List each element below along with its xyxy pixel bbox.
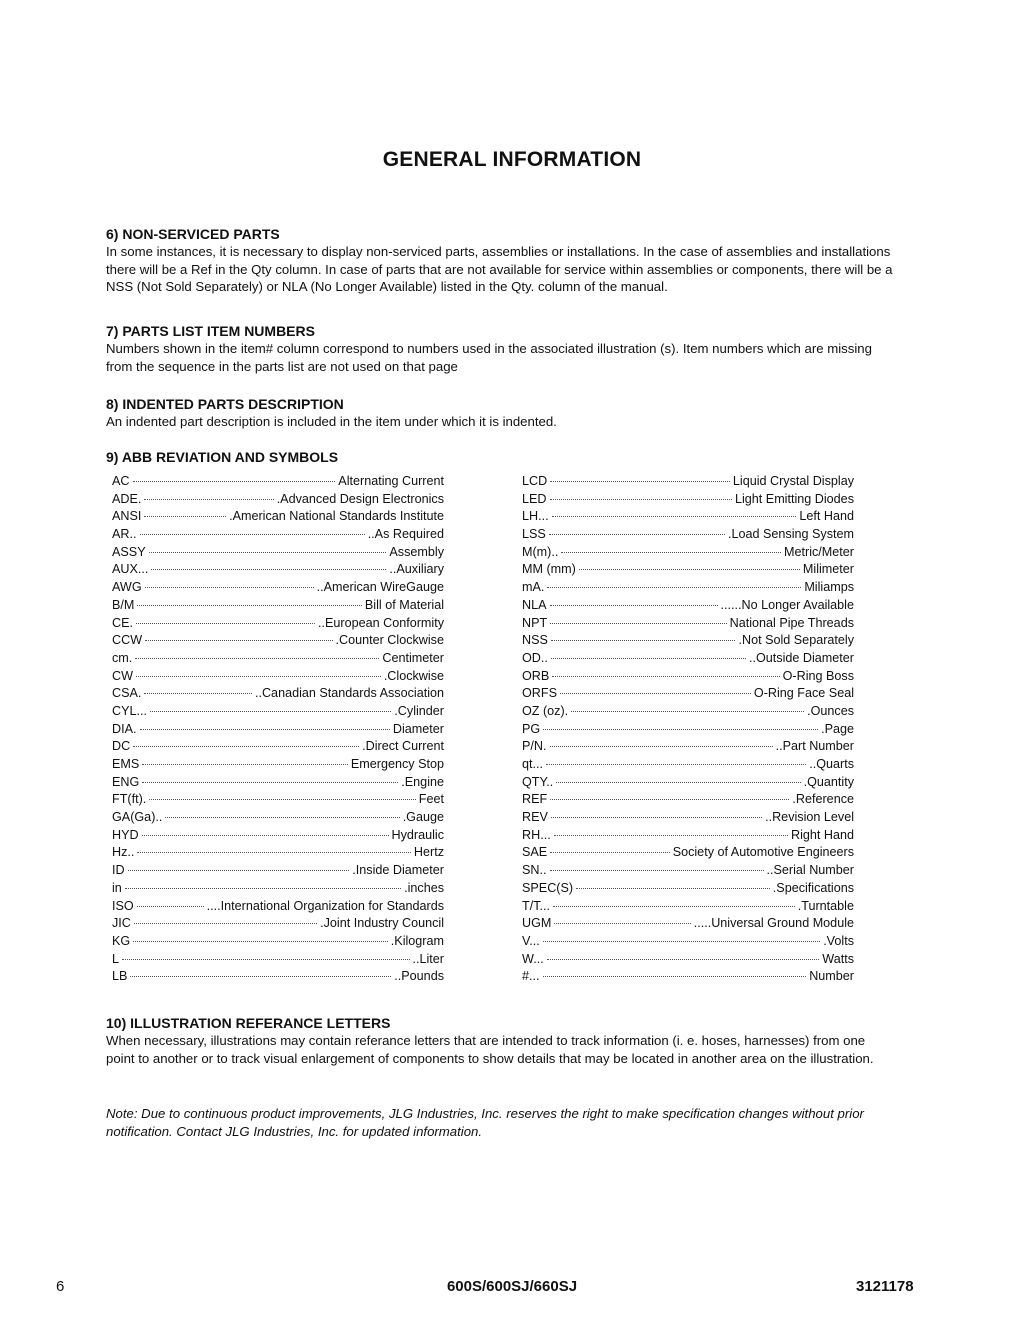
- abbreviation-row: [522, 650, 854, 668]
- abbreviation-row: [522, 685, 854, 703]
- section-illustration-reference-letters: [106, 1015, 876, 1067]
- abbreviation-term: AR..: [112, 527, 137, 542]
- abbreviation-meaning: Miliamps: [804, 580, 854, 595]
- dot-leader: [561, 552, 781, 553]
- abbreviation-row: [522, 756, 854, 774]
- abbreviation-row: [522, 632, 854, 650]
- abbreviation-term: REV: [522, 810, 548, 825]
- abbreviation-meaning: .Advanced Design Electronics: [276, 491, 444, 506]
- abbreviation-term: NLA: [522, 597, 547, 612]
- abbreviation-meaning: .Direct Current: [362, 739, 444, 754]
- abbreviation-meaning: .Reference: [792, 792, 854, 807]
- dot-leader: [551, 817, 762, 818]
- abbreviation-term: NPT: [522, 615, 548, 630]
- abbreviation-term: M(m)..: [522, 544, 559, 559]
- section-indented-parts-description: [106, 396, 896, 431]
- abbreviation-row: [112, 809, 444, 827]
- dot-leader: [543, 941, 820, 942]
- footer-model: 600S/600SJ/660SJ: [446, 1278, 578, 1295]
- dot-leader: [550, 499, 732, 500]
- abbreviation-meaning: ..European Conformity: [318, 615, 444, 630]
- dot-leader: [551, 658, 746, 659]
- abbreviation-term: SN..: [522, 863, 547, 878]
- abbreviation-meaning: ..Outside Diameter: [749, 650, 854, 665]
- abbreviation-row: [112, 774, 444, 792]
- abbreviation-term: EMS: [112, 757, 140, 771]
- abbreviation-meaning: .Joint Industry Council: [320, 916, 444, 931]
- abbreviation-term: CW: [112, 668, 133, 683]
- section-heading: 10) ILLUSTRATION REFERANCE LETTERS: [106, 1015, 391, 1031]
- abbreviation-row: [522, 544, 854, 562]
- abbreviation-term: #...: [522, 969, 540, 984]
- abbreviation-row: [112, 791, 444, 809]
- abbreviation-row: [522, 721, 854, 739]
- abbreviation-term: L: [112, 951, 120, 966]
- abbreviation-term: NSS: [522, 633, 548, 648]
- abbreviation-meaning: .Specifications: [772, 880, 854, 895]
- dot-leader: [547, 959, 820, 960]
- abbreviation-row: [112, 933, 444, 951]
- abbreviation-meaning: Alternating Current: [338, 474, 444, 488]
- abbreviation-row: [522, 579, 854, 597]
- dot-leader: [144, 516, 226, 517]
- dot-leader: [165, 817, 399, 818]
- abbreviation-row: [522, 508, 854, 526]
- abbreviation-meaning: Metric/Meter: [784, 544, 854, 559]
- dot-leader: [549, 534, 725, 535]
- abbreviation-term: QTY..: [522, 774, 554, 789]
- dot-leader: [142, 835, 389, 836]
- abbreviation-term: ORB: [522, 668, 550, 683]
- abbreviation-row: [112, 827, 444, 845]
- abbreviation-meaning: .Inside Diameter: [352, 863, 444, 878]
- dot-leader: [136, 623, 315, 624]
- footer-page-number: 6: [56, 1278, 65, 1295]
- section-body: In some instances, it is necessary to display non-serviced parts, assemblies or installations. In the case of assemblies and installations there will be a Ref in the Qty column. In case of parts that are not available for service within assemblies or components, there will be a NSS (Not Sold Separately) or NLA (No Longer Available) listed in the Qty. column of the manual.: [106, 244, 893, 295]
- abbreviation-meaning: .Volts: [823, 933, 854, 948]
- abbreviation-row: [522, 738, 854, 756]
- abbreviation-term: CYL...: [112, 703, 147, 718]
- abbreviation-list-left: [112, 473, 444, 986]
- abbreviation-row: [112, 880, 444, 898]
- section-body: An indented part description is included in the item under which it is indented.: [106, 414, 557, 429]
- abbreviation-row: [112, 579, 444, 597]
- dot-leader: [550, 746, 773, 747]
- dot-leader: [150, 711, 391, 712]
- abbreviation-meaning: Centimeter: [382, 650, 444, 665]
- note-text: Note: Due to continuous product improvements, JLG Industries, Inc. reserves the right to make specification changes without prior notification. Contact JLG Industries, Inc. for updated information.: [106, 1106, 864, 1139]
- dot-leader: [145, 640, 332, 641]
- abbreviation-term: DIA.: [112, 721, 137, 736]
- section-heading: 8) INDENTED PARTS DESCRIPTION: [106, 396, 344, 412]
- abbreviation-row: [522, 809, 854, 827]
- section-parts-list-item-numbers: [106, 323, 896, 375]
- abbreviation-meaning: .inches: [404, 880, 444, 895]
- dot-leader: [543, 976, 807, 977]
- dot-leader: [125, 888, 401, 889]
- dot-leader: [128, 870, 350, 871]
- abbreviation-term: HYD: [112, 827, 139, 842]
- abbreviation-term: CCW: [112, 633, 143, 648]
- dot-leader: [550, 481, 730, 482]
- abbreviation-term: ISO: [112, 898, 134, 913]
- abbreviation-row: [112, 862, 444, 880]
- abbreviation-meaning: .Kilogram: [390, 933, 444, 948]
- abbreviation-meaning: .Turntable: [797, 898, 854, 913]
- abbreviation-row: [522, 703, 854, 721]
- abbreviation-row: [112, 650, 444, 668]
- abbreviation-meaning: .Cylinder: [394, 703, 444, 718]
- dot-leader: [137, 852, 411, 853]
- section-body: When necessary, illustrations may contain referance letters that are intended to track information (i. e. hoses, harnesses) from one point to another or to track visual enlargement of components to show details that may be located in another area on the illustration.: [106, 1033, 874, 1066]
- abbreviation-row: [522, 951, 854, 969]
- dot-leader: [554, 923, 690, 924]
- dot-leader: [576, 888, 770, 889]
- abbreviation-meaning: Feet: [418, 792, 444, 807]
- section-body: Numbers shown in the item# column correspond to numbers used in the associated illustration (s). Item numbers which are missing from the sequence in the parts list are not used on that page: [106, 341, 872, 374]
- dot-leader: [543, 729, 818, 730]
- dot-leader: [560, 693, 751, 694]
- dot-leader: [140, 729, 390, 730]
- dot-leader: [554, 835, 788, 836]
- abbreviation-row: [522, 774, 854, 792]
- abbreviation-meaning: ..Canadian Standards Association: [254, 686, 444, 701]
- abbreviation-term: MM (mm): [522, 562, 576, 577]
- abbreviation-row: [522, 898, 854, 916]
- abbreviation-row: [112, 473, 444, 491]
- abbreviation-meaning: ..Part Number: [775, 739, 854, 754]
- dot-leader: [133, 746, 359, 747]
- abbreviation-row: [112, 756, 444, 774]
- dot-leader: [149, 799, 416, 800]
- abbreviation-row: [522, 844, 854, 862]
- abbreviation-meaning: Society of Automotive Engineers: [672, 845, 854, 860]
- dot-leader: [552, 516, 797, 517]
- abbreviation-row: [522, 791, 854, 809]
- abbreviation-term: mA.: [522, 580, 545, 595]
- footer-doc-number: 3121178: [856, 1278, 914, 1295]
- abbreviation-term: SAE: [522, 845, 548, 860]
- dot-leader: [149, 552, 387, 553]
- abbreviation-term: SPEC(S): [522, 880, 574, 895]
- abbreviation-row: [112, 632, 444, 650]
- abbreviation-term: LED: [522, 491, 547, 506]
- abbreviation-term: CE.: [112, 615, 133, 630]
- abbreviation-meaning: ..American WireGauge: [316, 580, 444, 595]
- abbreviation-term: UGM: [522, 916, 552, 931]
- abbreviation-term: B/M: [112, 597, 135, 612]
- abbreviation-row: [112, 685, 444, 703]
- abbreviation-meaning: Hertz: [413, 845, 444, 860]
- abbreviation-term: W...: [522, 951, 544, 966]
- abbreviation-meaning: .Clockwise: [383, 668, 444, 683]
- abbreviation-term: ORFS: [522, 686, 557, 701]
- abbreviation-meaning: ..Revision Level: [765, 810, 854, 825]
- abbreviation-term: ENG: [112, 774, 140, 789]
- abbreviation-meaning: .American National Standards Institute: [229, 509, 444, 524]
- abbreviation-meaning: .Gauge: [402, 810, 444, 825]
- section-non-serviced-parts: [106, 226, 896, 296]
- abbreviation-meaning: ..Pounds: [394, 969, 444, 984]
- dot-leader: [550, 799, 789, 800]
- dot-leader: [130, 976, 391, 977]
- dot-leader: [122, 959, 409, 960]
- dot-leader: [551, 640, 736, 641]
- abbreviation-term: LCD: [522, 474, 548, 488]
- abbreviation-meaning: .Quantity: [803, 774, 854, 789]
- abbreviation-term: JIC: [112, 916, 131, 931]
- abbreviation-meaning: National Pipe Threads: [729, 615, 854, 630]
- abbreviation-row: [522, 880, 854, 898]
- dot-leader: [552, 676, 779, 677]
- dot-leader: [151, 569, 386, 570]
- abbreviation-term: T/T...: [522, 898, 550, 913]
- section-heading: 6) NON-SERVICED PARTS: [106, 226, 280, 242]
- dot-leader: [556, 782, 800, 783]
- dot-leader: [134, 923, 317, 924]
- abbreviation-meaning: Milimeter: [802, 562, 854, 577]
- dot-leader: [133, 481, 336, 482]
- section-abbreviations: [106, 449, 896, 466]
- abbreviation-row: [112, 544, 444, 562]
- dot-leader: [547, 587, 801, 588]
- dot-leader: [140, 534, 365, 535]
- section-heading: 9) ABB REVIATION AND SYMBOLS: [106, 449, 339, 465]
- abbreviation-term: V...: [522, 933, 540, 948]
- abbreviation-term: AUX...: [112, 562, 149, 577]
- abbreviation-row: [522, 615, 854, 633]
- abbreviation-meaning: ..Liter: [412, 951, 444, 966]
- abbreviation-meaning: ..As Required: [367, 527, 444, 542]
- abbreviation-meaning: Number: [809, 969, 854, 984]
- abbreviation-meaning: .Counter Clockwise: [335, 633, 444, 648]
- dot-leader: [579, 569, 800, 570]
- abbreviation-list-right: [522, 473, 854, 986]
- dot-leader: [142, 764, 348, 765]
- abbreviation-term: CSA.: [112, 686, 142, 701]
- abbreviation-term: P/N.: [522, 739, 547, 754]
- abbreviation-meaning: Diameter: [392, 721, 444, 736]
- abbreviation-term: PG: [522, 721, 541, 736]
- abbreviation-term: LSS: [522, 527, 546, 542]
- abbreviation-meaning: .....Universal Ground Module: [693, 916, 854, 931]
- abbreviation-meaning: Bill of Material: [364, 597, 444, 612]
- abbreviation-meaning: ..Auxiliary: [389, 562, 444, 577]
- abbreviation-term: FT(ft).: [112, 792, 147, 807]
- abbreviation-meaning: .Engine: [401, 774, 444, 789]
- abbreviation-meaning: ..Quarts: [809, 757, 854, 771]
- dot-leader: [136, 676, 381, 677]
- abbreviation-meaning: ..Serial Number: [766, 863, 854, 878]
- dot-leader: [135, 658, 379, 659]
- abbreviation-row: [522, 668, 854, 686]
- abbreviation-term: RH...: [522, 827, 551, 842]
- abbreviation-row: [522, 561, 854, 579]
- abbreviation-row: [522, 526, 854, 544]
- abbreviation-row: [112, 703, 444, 721]
- abbreviation-term: LH...: [522, 509, 549, 524]
- abbreviation-meaning: .Ounces: [807, 703, 854, 718]
- abbreviation-row: [112, 561, 444, 579]
- abbreviation-row: [112, 738, 444, 756]
- abbreviation-meaning: ....International Organization for Standards: [206, 898, 444, 913]
- abbreviation-row: [522, 473, 854, 491]
- abbreviation-row: [112, 491, 444, 509]
- abbreviation-term: cm.: [112, 650, 133, 665]
- dot-leader: [546, 764, 806, 765]
- dot-leader: [144, 499, 273, 500]
- abbreviation-term: ADE.: [112, 491, 142, 506]
- abbreviation-meaning: O-Ring Boss: [782, 668, 854, 683]
- abbreviation-term: OD..: [522, 650, 548, 665]
- abbreviation-row: [112, 968, 444, 986]
- abbreviation-row: [112, 915, 444, 933]
- abbreviation-meaning: Hydraulic: [391, 827, 444, 842]
- abbreviation-row: [112, 898, 444, 916]
- dot-leader: [142, 782, 398, 783]
- abbreviation-term: AWG: [112, 580, 142, 595]
- dot-leader: [571, 711, 804, 712]
- abbreviation-row: [522, 827, 854, 845]
- abbreviation-term: REF: [522, 792, 548, 807]
- dot-leader: [137, 605, 362, 606]
- abbreviation-row: [112, 597, 444, 615]
- dot-leader: [553, 906, 795, 907]
- abbreviation-term: OZ (oz).: [522, 703, 569, 718]
- abbreviation-meaning: .Page: [821, 721, 854, 736]
- abbreviation-term: Hz..: [112, 845, 135, 860]
- abbreviation-row: [112, 844, 444, 862]
- abbreviation-meaning: Light Emitting Diodes: [734, 491, 854, 506]
- abbreviation-meaning: ......No Longer Available: [720, 597, 854, 612]
- abbreviation-row: [522, 862, 854, 880]
- abbreviation-row: [112, 526, 444, 544]
- abbreviation-row: [522, 491, 854, 509]
- dot-leader: [550, 852, 669, 853]
- dot-leader: [144, 693, 252, 694]
- dot-leader: [550, 870, 764, 871]
- abbreviation-term: in: [112, 880, 122, 895]
- section-heading: 7) PARTS LIST ITEM NUMBERS: [106, 323, 315, 339]
- abbreviation-meaning: Liquid Crystal Display: [732, 474, 854, 488]
- abbreviation-meaning: O-Ring Face Seal: [753, 686, 854, 701]
- note: [106, 1105, 866, 1140]
- abbreviation-term: qt...: [522, 757, 543, 771]
- abbreviation-term: DC: [112, 739, 131, 754]
- abbreviation-term: ASSY: [112, 544, 146, 559]
- abbreviation-row: [112, 508, 444, 526]
- page-title: GENERAL INFORMATION: [382, 148, 642, 171]
- abbreviation-row: [522, 968, 854, 986]
- abbreviation-term: LB: [112, 969, 128, 984]
- abbreviation-row: [522, 933, 854, 951]
- dot-leader: [550, 605, 718, 606]
- abbreviation-term: ANSI: [112, 509, 142, 524]
- abbreviation-term: AC: [112, 474, 130, 488]
- abbreviation-meaning: Emergency Stop: [350, 757, 444, 771]
- abbreviation-row: [112, 668, 444, 686]
- abbreviation-meaning: Left Hand: [799, 509, 854, 524]
- dot-leader: [145, 587, 314, 588]
- abbreviation-row: [522, 597, 854, 615]
- dot-leader: [550, 623, 726, 624]
- abbreviation-row: [112, 721, 444, 739]
- abbreviation-row: [112, 615, 444, 633]
- dot-leader: [133, 941, 388, 942]
- abbreviation-row: [112, 951, 444, 969]
- abbreviation-term: ID: [112, 863, 125, 878]
- abbreviation-meaning: Right Hand: [790, 827, 854, 842]
- dot-leader: [137, 906, 204, 907]
- abbreviation-meaning: Watts: [822, 951, 854, 966]
- abbreviation-row: [522, 915, 854, 933]
- abbreviation-term: KG: [112, 933, 131, 948]
- abbreviation-term: GA(Ga)..: [112, 810, 163, 825]
- abbreviation-meaning: .Load Sensing System: [727, 527, 854, 542]
- abbreviation-meaning: Assembly: [389, 544, 444, 559]
- abbreviation-meaning: .Not Sold Separately: [738, 633, 854, 648]
